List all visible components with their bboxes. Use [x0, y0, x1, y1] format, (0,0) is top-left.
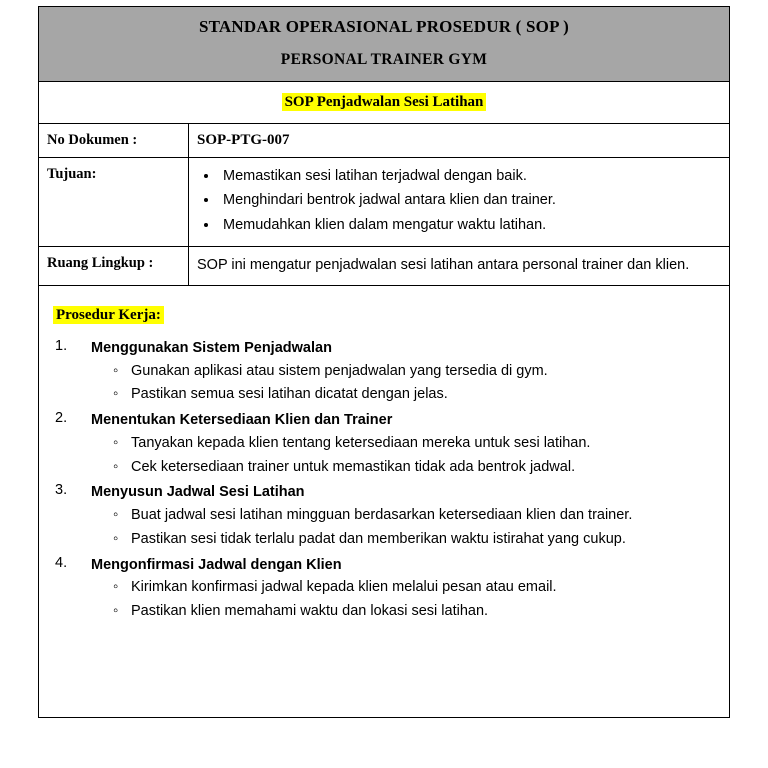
table-row-doc-number	[39, 124, 730, 158]
doc-number-value-cell	[189, 124, 730, 158]
list-item	[49, 338, 721, 406]
list-item: ◦ Kirimkan konfirmasi jadwal kepada klien melalui pesan atau email.	[113, 577, 721, 599]
purpose-label-cell	[39, 158, 189, 247]
procedure-step-list	[49, 338, 721, 623]
list-item: • Memastikan sesi latihan terjadwal dengan baik.	[219, 165, 721, 188]
scope-label-cell	[39, 247, 189, 285]
step-title: Menentukan Ketersediaan Klien dan Trainer	[91, 412, 393, 429]
step-title: Menyusun Jadwal Sesi Latihan	[91, 484, 305, 501]
step-title: Mengonfirmasi Jadwal dengan Klien	[91, 556, 342, 573]
step-title: Menggunakan Sistem Penjadwalan	[91, 339, 332, 356]
list-item: ◦ Cek ketersediaan trainer untuk memastikan tidak ada bentrok jadwal.	[113, 457, 721, 479]
table-row-header	[39, 7, 730, 82]
table-row-purpose	[39, 158, 730, 247]
table-row-subheader	[39, 82, 730, 124]
substep-list	[91, 361, 721, 407]
substep-list	[91, 577, 721, 623]
procedure-heading-wrap	[53, 306, 164, 324]
list-item	[49, 555, 721, 623]
table-row-scope	[39, 247, 730, 285]
document-header-cell	[39, 7, 730, 82]
procedure-heading: Prosedur Kerja:	[53, 306, 164, 324]
scope-label: Ruang Lingkup :	[47, 255, 154, 272]
sop-table	[38, 6, 730, 718]
list-item: ◦ Pastikan sesi tidak terlalu padat dan memberikan waktu istirahat yang cukup.	[113, 529, 721, 551]
document-title: STANDAR OPERASIONAL PROSEDUR ( SOP )	[198, 17, 570, 36]
list-item	[49, 482, 721, 550]
scope-value-cell	[189, 247, 730, 285]
scope-value: SOP ini mengatur penjadwalan sesi latihan antara personal trainer dan klien.	[197, 257, 690, 274]
sop-subject-title: SOP Penjadwalan Sesi Latihan	[282, 93, 487, 111]
purpose-list	[197, 165, 721, 237]
list-item: • Menghindari bentrok jadwal antara klien dan trainer.	[219, 189, 721, 212]
list-item	[49, 410, 721, 478]
list-item: ◦ Pastikan semua sesi latihan dicatat dengan jelas.	[113, 384, 721, 406]
list-item: ◦ Pastikan klien memahami waktu dan lokasi sesi latihan.	[113, 601, 721, 623]
procedure-cell	[39, 285, 730, 717]
doc-number-label: No Dokumen :	[47, 132, 138, 148]
list-item: ◦ Buat jadwal sesi latihan mingguan berdasarkan ketersediaan klien dan trainer.	[113, 505, 721, 527]
sop-subject-cell	[39, 82, 730, 124]
doc-number-label-cell	[39, 124, 189, 158]
substep-list	[91, 505, 721, 551]
substep-list	[91, 433, 721, 479]
doc-number-value: SOP-PTG-007	[197, 132, 290, 148]
list-item: • Memudahkan klien dalam mengatur waktu latihan.	[219, 214, 721, 237]
document-subtitle: PERSONAL TRAINER GYM	[280, 51, 488, 68]
purpose-label: Tujuan:	[47, 166, 97, 182]
list-item: ◦ Gunakan aplikasi atau sistem penjadwalan yang tersedia di gym.	[113, 361, 721, 383]
purpose-value-cell	[189, 158, 730, 247]
list-item: ◦ Tanyakan kepada klien tentang ketersediaan mereka untuk sesi latihan.	[113, 433, 721, 455]
table-row-procedure	[39, 285, 730, 717]
